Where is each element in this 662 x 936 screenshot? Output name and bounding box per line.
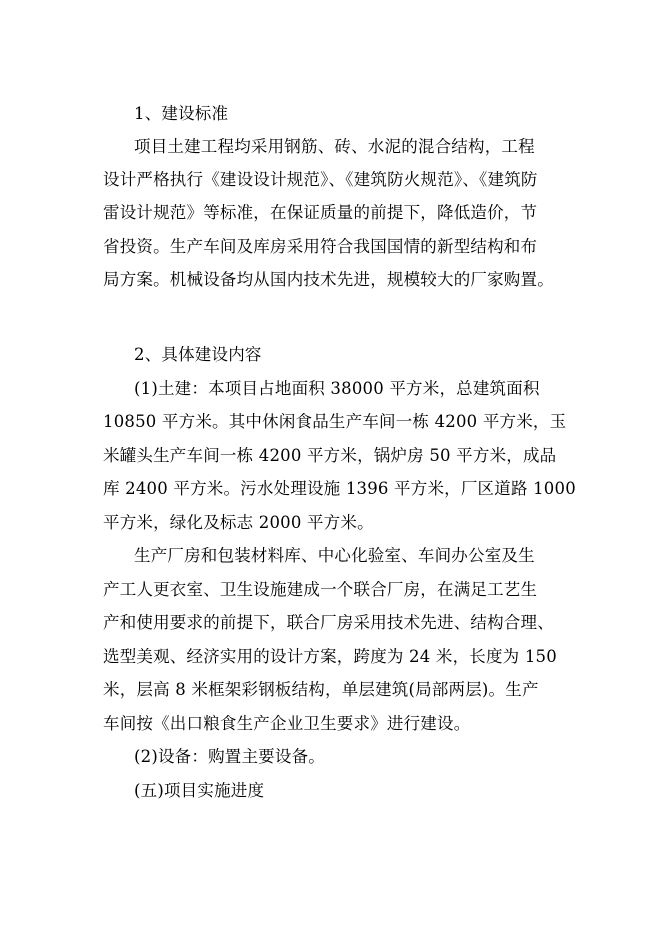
paragraph-line: 生产厂房和包装材料库、中心化验室、车间办公室及生 xyxy=(134,546,535,565)
paragraph-line: 选型美观、经济实用的设计方案，跨度为 24 米，长度为 150 xyxy=(103,647,557,666)
section-heading-implementation-schedule: (五)项目实施进度 xyxy=(134,781,265,800)
paragraph-line: 库 2400 平方米。污水处理设施 1396 平方米，厂区道路 1000 xyxy=(103,479,576,498)
paragraph-line: 米，层高 8 米框架彩钢板结构，单层建筑(局部两层)。生产 xyxy=(103,680,539,699)
paragraph-line: 省投资。生产车间及库房采用符合我国国情的新型结构和布 xyxy=(103,237,538,256)
paragraph-line: 雷设计规范》等标准，在保证质量的前提下，降低造价，节 xyxy=(103,203,538,222)
paragraph-line: 平方米，绿化及标志 2000 平方米。 xyxy=(103,513,374,532)
section-heading-construction-content: 2、具体建设内容 xyxy=(134,345,262,364)
paragraph-line: 产工人更衣室、卫生设施建成一个联合厂房，在满足工艺生 xyxy=(103,580,538,599)
paragraph-line: 10850 平方米。其中休闲食品生产车间一栋 4200 平方米，玉 xyxy=(103,412,567,431)
paragraph-line: 车间按《出口粮食生产企业卫生要求》进行建设。 xyxy=(103,714,471,733)
paragraph-line: 项目土建工程均采用钢筋、砖、水泥的混合结构，工程 xyxy=(134,137,535,156)
equipment-line: (2)设备：购置主要设备。 xyxy=(134,747,325,766)
section-heading-construction-standards: 1、建设标准 xyxy=(134,104,229,123)
paragraph-line: (1)土建：本项目占地面积 38000 平方米，总建筑面积 xyxy=(134,379,540,398)
paragraph-line: 设计严格执行《建设设计规范》、《建筑防火规范》、《建筑防 xyxy=(103,170,538,189)
paragraph-line: 局方案。机械设备均从国内技术先进，规模较大的厂家购置。 xyxy=(103,270,554,289)
paragraph-line: 产和使用要求的前提下，联合厂房采用技术先进、结构合理、 xyxy=(103,613,554,632)
paragraph-line: 米罐头生产车间一栋 4200 平方米，锅炉房 50 平方米，成品 xyxy=(103,446,557,465)
